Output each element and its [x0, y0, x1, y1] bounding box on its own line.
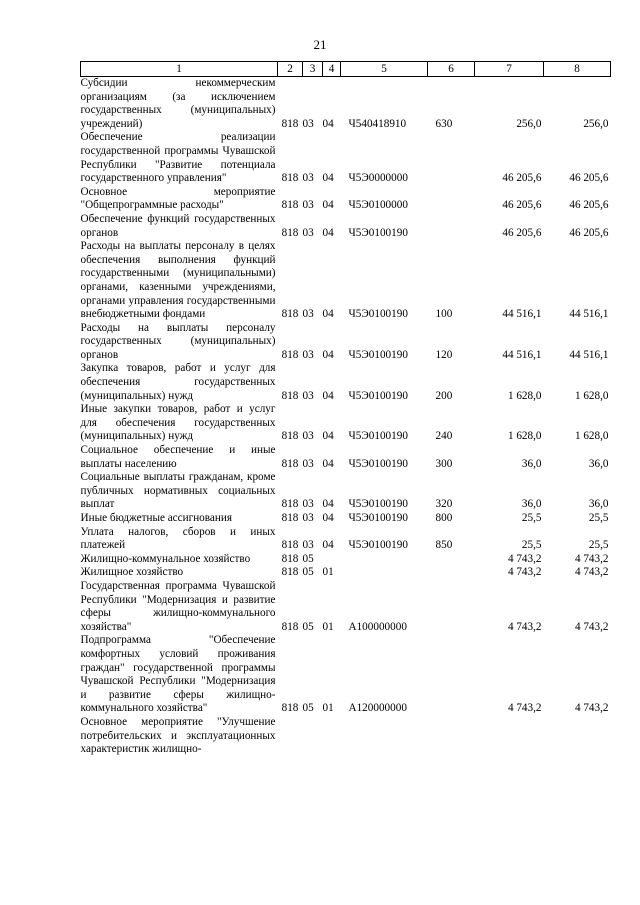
amount-column-8: 256,0 [583, 117, 609, 130]
column-header: 5 [341, 62, 428, 77]
expense-name: Обеспечение функций государственных органов [80, 212, 276, 239]
expense-type-code: 300 [435, 457, 453, 470]
expense-type-code [428, 716, 475, 757]
expense-name: Жилищно-коммунальное хозяйство [80, 552, 251, 565]
table-row [81, 512, 611, 526]
column-header: 4 [323, 62, 341, 77]
section-code: 03 [302, 389, 314, 402]
table-row [81, 362, 611, 403]
table-row [81, 526, 611, 553]
expense-type-code: 800 [435, 512, 453, 524]
expense-type-code [428, 186, 475, 213]
target-article-code: Ч5Э0100190 [348, 430, 408, 443]
target-article-code: Ч5Э0100190 [348, 512, 408, 524]
amount-column-7: 1 628,0 [507, 389, 542, 402]
expense-type-code [428, 213, 475, 240]
section-code: 05 [302, 552, 314, 565]
expense-name: Расходы на выплаты персоналу государственных (муниципальных) органов [80, 321, 276, 361]
expense-name: Иные бюджетные ассигнования [80, 512, 232, 524]
expense-type-code [428, 634, 475, 716]
subsection-code: 04 [322, 512, 334, 524]
table-row [81, 553, 611, 567]
table-row [81, 131, 611, 185]
expense-name: Социальное обеспечение и иные выплаты населению [80, 444, 276, 470]
subsection-code: 04 [322, 498, 334, 511]
page-number: 21 [313, 37, 327, 52]
target-article-code: Ч5Э0100000 [348, 199, 408, 212]
amount-column-8: 25,5 [588, 539, 609, 552]
ministry-code: 818 [281, 348, 299, 361]
table-row [81, 186, 611, 213]
subsection-code: 04 [322, 457, 334, 470]
ministry-code: 818 [281, 498, 299, 511]
amount-column-8: 4 743,2 [574, 702, 609, 715]
section-code: 03 [302, 199, 314, 212]
expense-name: Жилищное хозяйство [80, 566, 184, 579]
subsection-code: 04 [322, 226, 334, 239]
table-row [81, 634, 611, 716]
subsection-code: 01 [322, 566, 334, 579]
amount-column-8: 46 205,6 [569, 172, 609, 185]
expense-name: Субсидии некоммерческим организациям (за исключением государственных (муниципальных) учреждений) [80, 77, 276, 130]
amount-column-7: 46 205,6 [502, 199, 542, 212]
expense-name: Уплата налогов, сборов и иных платежей [80, 525, 276, 552]
amount-column-7: 36,0 [521, 498, 542, 511]
amount-column-7: 4 743,2 [507, 702, 542, 715]
section-code: 03 [302, 512, 314, 524]
ministry-code: 818 [281, 308, 299, 321]
subsection-code: 04 [322, 172, 334, 185]
expense-type-code [428, 131, 475, 185]
ministry-code: 818 [281, 457, 299, 470]
amount-column-8: 46 205,6 [569, 199, 609, 212]
target-article-code: Ч540418910 [348, 117, 407, 130]
amount-column-8: 1 628,0 [574, 389, 609, 402]
ministry-code: 818 [281, 539, 299, 552]
ministry-code: 818 [281, 702, 299, 715]
expense-name: Обеспечение реализации государственной программы Чувашской Республики "Развитие потенциала государственного управления" [80, 131, 276, 185]
subsection-code: 04 [322, 389, 334, 402]
target-article-code: Ч5Э0100190 [348, 498, 408, 511]
table-row [81, 240, 611, 322]
subsection-code: 04 [322, 348, 334, 361]
ministry-code: 818 [281, 117, 299, 130]
ministry-code: 818 [281, 199, 299, 212]
amount-column-7: 4 743,2 [507, 552, 542, 565]
ministry-code: 818 [281, 226, 299, 239]
target-article-code: A120000000 [348, 702, 407, 715]
column-header: 1 [81, 62, 278, 77]
expense-name: Подпрограмма "Обеспечение комфортных условий проживания граждан" государственной программы Чувашской Республики "Модернизация и развитие сферы жилищно-коммунального хозяйства" [80, 634, 276, 715]
budget-table [80, 61, 611, 757]
amount-column-8: 4 743,2 [574, 552, 609, 565]
amount-column-7: 4 743,2 [507, 620, 542, 633]
target-article-code: Ч5Э0100190 [348, 226, 408, 239]
expense-name: Основное мероприятие "Улучшение потребительских и эксплуатационных характеристик жилищно- [80, 715, 276, 756]
expense-name: Закупка товаров, работ и услуг для обеспечения государственных (муниципальных) нужд [80, 362, 276, 402]
amount-column-8: 36,0 [588, 498, 609, 511]
target-article-code [341, 566, 428, 580]
section-code: 03 [302, 498, 314, 511]
subsection-code: 04 [322, 117, 334, 130]
amount-column-7: 25,5 [521, 539, 542, 552]
amount-column-8: 4 743,2 [574, 566, 609, 579]
ministry-code [278, 716, 303, 757]
amount-column-8: 36,0 [588, 457, 609, 470]
section-code: 05 [302, 620, 314, 633]
amount-column-7: 256,0 [516, 117, 542, 130]
ministry-code: 818 [281, 620, 299, 633]
amount-column-7 [475, 716, 544, 757]
column-number-row [81, 62, 611, 77]
table-row [81, 471, 611, 512]
ministry-code: 818 [281, 389, 299, 402]
target-article-code [341, 553, 428, 567]
section-code: 05 [302, 702, 314, 715]
amount-column-8 [544, 716, 611, 757]
table-row [81, 444, 611, 471]
ministry-code: 818 [281, 512, 299, 524]
expense-type-code: 240 [435, 430, 453, 443]
target-article-code: Ч5Э0100190 [348, 348, 408, 361]
section-code: 03 [302, 117, 314, 130]
ministry-code: 818 [281, 566, 299, 579]
expense-type-code [428, 553, 475, 567]
section-code: 03 [302, 226, 314, 239]
subsection-code: 04 [322, 539, 334, 552]
subsection-code: 04 [322, 308, 334, 321]
subsection-code: 01 [322, 702, 334, 715]
expense-type-code: 100 [435, 308, 453, 321]
expense-type-code: 630 [435, 117, 453, 130]
section-code: 05 [302, 566, 314, 579]
target-article-code: A100000000 [348, 620, 407, 633]
amount-column-7: 46 205,6 [502, 226, 542, 239]
table-row [81, 403, 611, 444]
amount-column-7: 36,0 [521, 457, 542, 470]
ministry-code: 818 [281, 552, 299, 565]
ministry-code: 818 [281, 430, 299, 443]
amount-column-7: 1 628,0 [507, 430, 542, 443]
column-header: 7 [475, 62, 544, 77]
section-code: 03 [302, 539, 314, 552]
table-row [81, 716, 611, 757]
section-code: 03 [302, 430, 314, 443]
section-code: 03 [302, 308, 314, 321]
target-article-code: Ч5Э0100190 [348, 539, 408, 552]
amount-column-7: 4 743,2 [507, 566, 542, 579]
expense-type-code: 120 [435, 348, 453, 361]
section-code: 03 [302, 172, 314, 185]
target-article-code: Ч5Э0000000 [348, 172, 408, 185]
ministry-code: 818 [281, 172, 299, 185]
table-row [81, 566, 611, 580]
section-code [303, 716, 323, 757]
target-article-code [341, 716, 428, 757]
amount-column-8: 25,5 [588, 512, 609, 524]
subsection-code: 04 [322, 199, 334, 212]
target-article-code: Ч5Э0100190 [348, 308, 408, 321]
subsection-code: 01 [322, 620, 334, 633]
expense-type-code [428, 566, 475, 580]
column-header: 8 [544, 62, 611, 77]
table-row [81, 213, 611, 240]
table-row [81, 322, 611, 363]
amount-column-8: 4 743,2 [574, 620, 609, 633]
column-header: 6 [428, 62, 475, 77]
expense-name: Основное мероприятие "Общепрограммные расходы" [80, 185, 276, 212]
expense-name: Расходы на выплаты персоналу в целях обеспечения выполнения функций государственными (муниципальными) органами, казенными учреждениями, органами управления государственными внебюджетными фондами [80, 240, 276, 321]
amount-column-7: 44 516,1 [502, 308, 542, 321]
expense-type-code [428, 580, 475, 634]
column-header: 3 [303, 62, 323, 77]
amount-column-8: 1 628,0 [574, 430, 609, 443]
section-code: 03 [302, 457, 314, 470]
table-row [81, 580, 611, 634]
expense-name: Государственная программа Чувашской Республики "Модернизация и развитие сферы жилищно-коммунального хозяйства" [80, 579, 276, 633]
amount-column-8: 46 205,6 [569, 226, 609, 239]
table-row [81, 77, 611, 132]
section-code: 03 [302, 348, 314, 361]
amount-column-7: 46 205,6 [502, 172, 542, 185]
subsection-code: 04 [322, 430, 334, 443]
expense-name: Иные закупки товаров, работ и услуг для обеспечения государственных (муниципальных) нужд [80, 403, 276, 443]
expense-type-code: 320 [435, 498, 453, 511]
amount-column-8: 44 516,1 [569, 308, 609, 321]
amount-column-7: 44 516,1 [502, 348, 542, 361]
column-header: 2 [278, 62, 303, 77]
subsection-code [323, 716, 341, 757]
expense-type-code: 850 [435, 539, 453, 552]
amount-column-7: 25,5 [521, 512, 542, 524]
target-article-code: Ч5Э0100190 [348, 457, 408, 470]
expense-name: Социальные выплаты гражданам, кроме публичных нормативных социальных выплат [80, 471, 276, 511]
expense-type-code: 200 [435, 389, 453, 402]
subsection-code [323, 553, 341, 567]
amount-column-8: 44 516,1 [569, 348, 609, 361]
target-article-code: Ч5Э0100190 [348, 389, 408, 402]
